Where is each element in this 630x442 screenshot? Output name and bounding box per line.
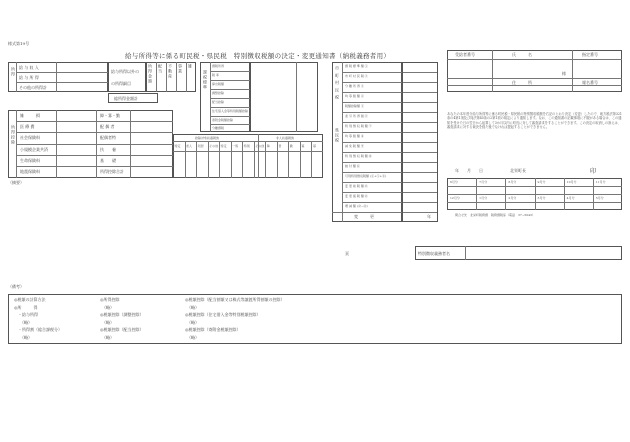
breakdown-col-1: 所得金額 <box>148 64 153 84</box>
month-label-b-3: 2月分 <box>508 196 517 200</box>
income-row-1: 給 与 収 入 <box>19 65 39 70</box>
tax-label-1: 課税所得 <box>212 64 225 68</box>
taxable-side-label: 課税標準 <box>203 70 208 90</box>
month-label-1: 6月分 <box>450 180 458 184</box>
month-label-3: 8月分 <box>508 180 517 184</box>
other-income-label-1: 給与所得以外の <box>111 69 139 74</box>
note-2-6: （略） <box>100 334 114 340</box>
deduction-left-4: 小規模企業共済 <box>20 147 48 152</box>
note-3-2: （略） <box>185 304 199 310</box>
other-income-label-2: の所得細目 <box>111 81 131 86</box>
breakdown-col-4: 事業 <box>178 64 183 74</box>
dependents-col-13: 寡 <box>312 144 316 148</box>
deduction-left-1: 雑 損 <box>20 113 40 118</box>
income-side-label: 所得 <box>11 67 16 77</box>
contact-info: 問合せ先 北栄町税務課 税務課税係（電話 37−5043） <box>455 213 535 217</box>
tax-label-7: 寄附金税額控除 <box>212 118 234 122</box>
deduction-right-1: 障・寡・勤 <box>100 113 120 118</box>
municipal-amount-col <box>402 62 438 222</box>
mayor-label: 北栄町長 <box>510 168 526 173</box>
municipal-row-14: 変 更 後 税 額 ⑬ <box>345 194 368 198</box>
deduction-right-2: 配 偶 者 <box>100 124 115 129</box>
note-2-3: ◎税額控除（調整控除） <box>100 312 144 317</box>
other-income-box <box>108 62 146 92</box>
municipal-row-1: 課 税 標 準 額 ① <box>345 64 368 68</box>
deduction-left-3: 社会保険料 <box>20 135 40 140</box>
municipal-row-5: 税額控除額 ⑤ <box>345 104 364 108</box>
month-label-b-5: 4月分 <box>566 196 575 200</box>
note-3-3: ◎税額控除（住宅借入金等特別税額控除） <box>185 312 261 317</box>
payer-name-label: 氏 名 <box>512 52 532 57</box>
note-1-3: ・給与所得 <box>14 312 38 317</box>
municipal-row-11: 納 付 額 ⑪ <box>345 164 360 168</box>
municipal-side-label: 市 町 村 民 税 <box>335 66 340 101</box>
month-label-5: 10月分 <box>566 180 577 184</box>
payer-report-number-label: 報名番号 <box>582 80 598 85</box>
note-2-2: （略） <box>100 304 114 310</box>
deduction-side-label: 所得控除 <box>11 125 16 145</box>
dependents-col-2: 老人 <box>186 144 193 148</box>
dependents-col-3: 同居 <box>197 144 204 148</box>
change-label: 変 更 <box>354 214 374 219</box>
deduction-right-5: 基 礎 <box>100 158 116 163</box>
deduction-right-4: 扶 養 <box>100 147 116 152</box>
municipal-row-15: 増 減 額 (⑫−⑬) <box>345 204 368 208</box>
municipal-row-8: 均 等 割 額 ⑧ <box>345 134 364 138</box>
total-income-label: 総所得金額計 <box>114 96 138 101</box>
note-1-6: （略） <box>14 334 32 340</box>
note-2-1: ◎所得控除 <box>100 297 120 302</box>
tax-label-4: 調整控除 <box>212 91 225 95</box>
municipal-row-13: 変 更 前 税 額 ⑫ <box>345 184 368 188</box>
month-label-b-6: 5月分 <box>595 196 604 200</box>
breakdown-col-2: 配当 <box>158 64 163 74</box>
dependents-col-5: 特定 <box>220 144 227 148</box>
month-label-2: 7月分 <box>479 180 488 184</box>
municipal-row-7: 特 別 徴 収 税 額 ⑦ <box>345 124 372 128</box>
tax-label-2: 税 率 <box>212 73 219 77</box>
municipal-row-12: 月別特別徴収税額 (①+⑤+⑥) <box>345 174 387 178</box>
deduction-left-2: 医 療 費 <box>20 124 35 129</box>
withholder-name-label: 特別徴収義務者名 <box>418 251 450 256</box>
prefectural-side-label: 県民税 <box>335 128 340 143</box>
deduction-left-6: 地震保険料 <box>20 169 40 174</box>
note-3-1: ◎税額控除（配当割額又は株式等譲渡所得割額の控除） <box>185 297 285 302</box>
dependents-col-1: 特定 <box>174 144 181 148</box>
month-label-4: 9月分 <box>537 180 546 184</box>
month-label-6: 11月分 <box>595 180 606 184</box>
note-1-5: ・所得割（総合課税分） <box>14 327 62 332</box>
municipal-row-2: 市 町 村 民 税 ② <box>345 74 368 78</box>
dependents-col-11: 勤 <box>289 144 293 148</box>
payer-number-label: 受給者番号 <box>455 52 475 57</box>
breakdown-col-3: 不動産 <box>168 64 173 79</box>
dependents-col-10: 普 <box>278 144 282 148</box>
note-1-1: ◎税額の計算方法 <box>14 297 46 302</box>
note-3-6: （略） <box>185 334 199 340</box>
notice-paragraph: あなたの本年度分給与所得等に係る町民税・県民税の特別徴収税額を右記のとおり決定（変更）したので、地方税法第321条の4第1項及び同法第45条の2第1項の規定により通知します。なお、この通知書の記載事項に不服がある場合は、この通知を受けた日の翌日から起算して3か月以内に町長に対して審査請求をすることができます。この決定の取消しの訴えは、審査請求に対する裁決を経た後でなければ提起することができません。 <box>447 112 622 129</box>
payer-sama: 様 <box>562 71 566 76</box>
municipal-row-4: 均 等 割 額 ④ <box>345 94 364 98</box>
seal-mark: 印 <box>590 168 597 175</box>
dependents-col-12: 寡 <box>301 144 305 148</box>
deduction-right-3: 配偶者特 <box>100 135 116 140</box>
notes-header: （備考） <box>8 284 24 289</box>
dependents-head-1: 控除対象扶養親族 <box>195 136 220 140</box>
notice-date: 年 月 日 <box>455 168 483 173</box>
dependents-col-9: 障 <box>266 144 270 148</box>
month-label-b-4: 3月分 <box>537 196 546 200</box>
dependents-col-7: 特別 <box>243 144 250 148</box>
tax-label-3: 算出税額 <box>212 82 225 86</box>
note-1-2: ◎所 得 <box>14 304 38 310</box>
dependents-head-2: 非人扶養親族 <box>276 136 295 140</box>
note-2-5: ◎税額控除（配当控除） <box>100 327 144 332</box>
note-2-4: （略） <box>100 319 114 325</box>
note-3-5: ◎税額控除（寄附金税額控除） <box>185 327 241 332</box>
tax-label-8: 分離課税 <box>212 126 225 130</box>
page-marker: 頁 <box>345 251 349 256</box>
dependents-col-8: その他 <box>255 144 265 148</box>
breakdown-col-5: 雑 <box>188 64 193 69</box>
tax-label-6: 住宅借入金等特別税額控除 <box>212 109 249 113</box>
income-row-2: 給 与 所 得 <box>19 75 39 80</box>
note-3-4: （略） <box>185 319 199 325</box>
tax-label-5: 配当控除 <box>212 100 225 104</box>
change-note: 年 <box>427 214 431 219</box>
note-1-4: （略） <box>14 319 32 325</box>
payer-address-label: 住 所 <box>512 80 532 85</box>
municipal-row-3: 分 離 所 得 ③ <box>345 84 364 88</box>
income-row-3: その他の所得計 <box>19 85 47 90</box>
municipal-row-9: 減 免 税 額 ⑨ <box>345 144 364 148</box>
form-number: 様式第19号 <box>8 41 30 46</box>
dependents-col-6: 一般 <box>232 144 239 148</box>
payer-designation-label: 指定番号 <box>582 52 598 57</box>
month-label-b-2: 1月分 <box>479 196 488 200</box>
remarks-label: （摘要） <box>8 180 24 185</box>
tax-amount-box <box>250 62 318 132</box>
municipal-row-6: 差 引 所 得 割 ⑥ <box>345 114 368 118</box>
month-label-b-1: 12月分 <box>450 196 460 200</box>
deduction-right-6: 所得控除合計 <box>100 169 124 174</box>
municipal-row-10: 特 別 徴 収 税 額 ⑩ <box>345 154 372 158</box>
dependents-col-4: その他 <box>209 144 219 148</box>
page-title: 給与所得等に係る町民税・県民税 特別徴収税額の決定・変更通知書（納税義務者用） <box>125 52 391 60</box>
deduction-left-5: 生命保険料 <box>20 158 40 163</box>
